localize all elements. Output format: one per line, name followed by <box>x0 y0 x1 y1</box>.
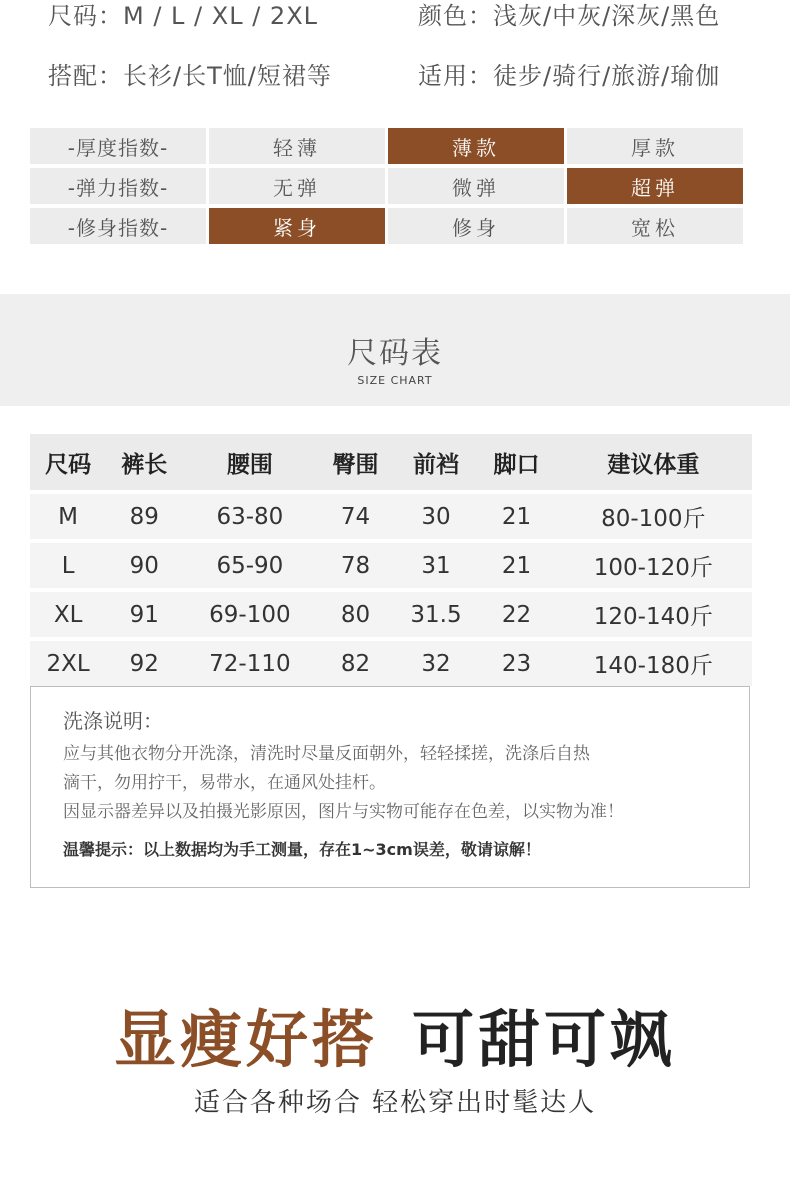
table-cell: 69-100 <box>209 601 291 628</box>
care-title: 洗涤说明： <box>63 709 163 733</box>
index-option-selected: 超弹 <box>567 168 743 204</box>
table-cell: 31 <box>421 552 451 579</box>
table-cell: 74 <box>340 503 371 530</box>
match-value: 长衫/长T恤/短裙等 <box>123 62 332 90</box>
column-header: 前裆 <box>413 451 459 478</box>
measurement-tip: 温馨提示：以上数据均为手工测量，存在1~3cm误差，敬请谅解！ <box>63 840 541 859</box>
color-value: 浅灰/中灰/深灰/黑色 <box>493 2 721 30</box>
table-row <box>30 592 752 637</box>
index-label: -弹力指数- <box>30 168 206 204</box>
table-cell: 80 <box>340 601 371 628</box>
table-cell: 120-140斤 <box>593 604 713 630</box>
use-spec <box>418 56 720 91</box>
index-label: -修身指数- <box>30 208 206 244</box>
care-line: 滴干，勿用拧干，易带水，在通风处挂杆。 <box>63 773 386 793</box>
promo-dark-text: 可甜可飒 <box>412 1003 677 1076</box>
table-cell: 32 <box>421 650 451 677</box>
index-option-selected: 薄款 <box>388 128 564 164</box>
table-cell: 31.5 <box>410 601 462 628</box>
table-cell: 80-100斤 <box>601 506 706 532</box>
index-row <box>30 208 746 244</box>
table-cell: 140-180斤 <box>593 653 713 679</box>
use-label: 适用： <box>418 62 493 90</box>
spec-row-size-color <box>48 0 721 31</box>
table-cell: 100-120斤 <box>593 555 713 581</box>
table-cell: 30 <box>421 503 451 530</box>
match-label: 搭配： <box>48 62 123 90</box>
table-cell: 65-90 <box>216 552 284 579</box>
table-cell: 89 <box>129 503 159 530</box>
table-cell: 90 <box>129 552 159 579</box>
index-option: 无弹 <box>209 168 385 204</box>
index-option: 修身 <box>388 208 564 244</box>
table-cell: 63-80 <box>216 503 284 530</box>
table-cell: 2XL <box>46 650 90 677</box>
index-option: 微弹 <box>388 168 564 204</box>
size-value: M / L / XL / 2XL <box>123 2 319 30</box>
table-cell: 21 <box>501 503 532 530</box>
index-option: 宽松 <box>567 208 743 244</box>
table-cell: XL <box>53 601 83 628</box>
table-cell: 78 <box>340 552 371 579</box>
care-line: 因显示器差异以及拍摄光影原因，图片与实物可能存在色差，以实物为准！ <box>63 802 624 822</box>
table-cell: M <box>58 503 79 530</box>
size-label: 尺码： <box>48 2 123 30</box>
column-header: 建议体重 <box>607 451 700 478</box>
color-label: 颜色： <box>418 2 493 30</box>
index-row <box>30 128 746 164</box>
size-table <box>30 430 752 690</box>
table-cell: 91 <box>129 601 159 628</box>
table-row <box>30 543 752 588</box>
color-spec <box>418 0 720 31</box>
care-line: 应与其他衣物分开洗涤，清洗时尽量反面朝外，轻轻揉搓，洗涤后自热 <box>63 744 590 764</box>
table-cell: 21 <box>501 552 532 579</box>
index-option: 厚款 <box>567 128 743 164</box>
promo-headline <box>0 990 790 1079</box>
column-header: 裤长 <box>121 451 168 478</box>
index-option: 轻薄 <box>209 128 385 164</box>
column-header: 尺码 <box>45 451 92 478</box>
column-header: 臀围 <box>332 451 379 478</box>
fabric-index-grid <box>30 128 746 248</box>
table-cell: 23 <box>501 650 532 677</box>
table-row <box>30 494 752 539</box>
table-cell: 92 <box>129 650 159 677</box>
index-option-selected: 紧身 <box>209 208 385 244</box>
column-header: 脚口 <box>493 451 540 478</box>
size-chart-header <box>0 294 790 406</box>
table-row <box>30 641 752 686</box>
promo-subtitle: 适合各种场合 轻松穿出时髦达人 <box>193 1088 597 1118</box>
index-row <box>30 168 746 204</box>
table-cell: 82 <box>340 650 371 677</box>
size-chart-title: 尺码表 <box>347 336 443 371</box>
table-cell: 22 <box>501 601 532 628</box>
size-table-header <box>30 434 752 490</box>
table-cell: 72-110 <box>209 650 291 677</box>
promo-accent-text: 显瘦好搭 <box>113 1003 378 1076</box>
size-chart-subtitle: SIZE CHART <box>357 374 433 387</box>
use-value: 徒步/骑行/旅游/瑜伽 <box>493 62 721 90</box>
table-cell: L <box>61 552 75 579</box>
care-instructions <box>30 686 750 888</box>
column-header: 腰围 <box>226 451 273 478</box>
spec-row-match-use <box>48 56 721 91</box>
index-label: -厚度指数- <box>30 128 206 164</box>
